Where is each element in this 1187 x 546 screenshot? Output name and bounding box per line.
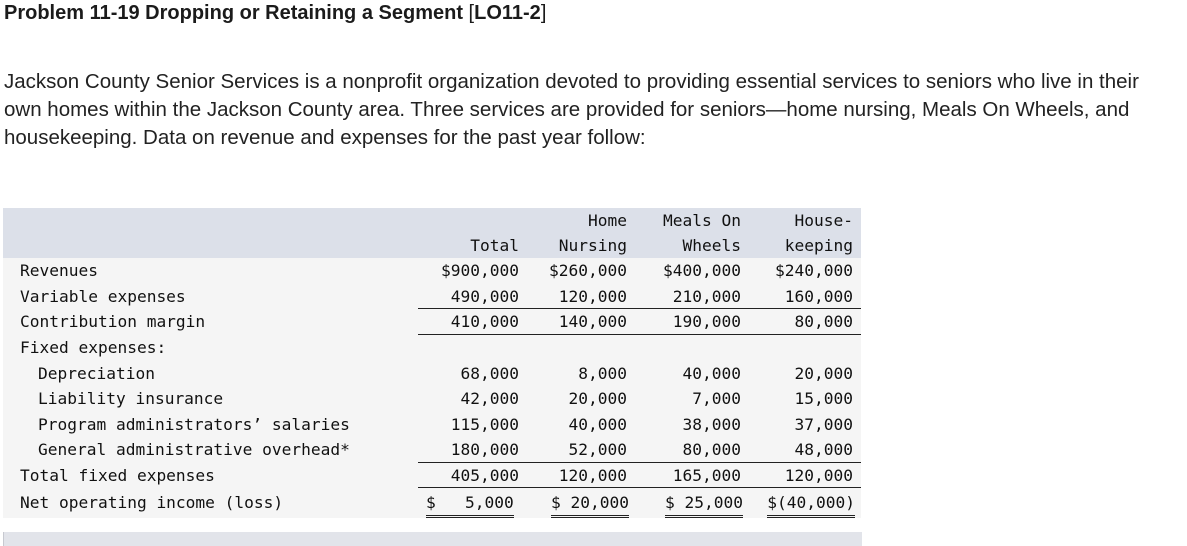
- value-cell: $240,000: [749, 258, 861, 284]
- value-cell: 210,000: [635, 284, 749, 310]
- table-row: [3, 284, 861, 310]
- table-header-row: [3, 208, 861, 233]
- row-label: Total fixed expenses: [3, 463, 418, 489]
- net-operating-income-row: [3, 488, 861, 518]
- value-cell: [527, 488, 635, 518]
- value-cell: [749, 488, 861, 518]
- value-cell: 8,000: [527, 360, 635, 386]
- value-cell: 160,000: [749, 284, 861, 310]
- value-cell: [418, 335, 527, 361]
- table-row: [3, 437, 861, 463]
- row-label: Variable expenses: [3, 284, 418, 310]
- value-text: $ 5,000: [426, 491, 514, 518]
- header-cell: [3, 233, 418, 258]
- header-cell: keeping: [749, 233, 861, 258]
- table-row: [3, 463, 861, 489]
- table-footer-bar: [3, 532, 862, 546]
- value-cell: 120,000: [527, 284, 635, 310]
- value-cell: [635, 335, 749, 361]
- value-cell: 7,000: [635, 386, 749, 412]
- value-cell: 120,000: [527, 463, 635, 489]
- table-bottom-gap: [3, 520, 861, 532]
- value-cell: 20,000: [749, 360, 861, 386]
- problem-intro-text: Jackson County Senior Services is a nonprofit organization devoted to providing essential services to seniors who live in their own homes within the Jackson County area. Three services are provided for seniors—home nursing, Meals On Wheels, and housekeeping. Data on revenue and expenses for the past year follow:: [4, 70, 1139, 149]
- value-cell: 48,000: [749, 437, 861, 463]
- value-cell: 405,000: [418, 463, 527, 489]
- value-cell: $400,000: [635, 258, 749, 284]
- row-label: Fixed expenses:: [3, 335, 418, 361]
- value-cell: 490,000: [418, 284, 527, 310]
- table-header-row: [3, 233, 861, 258]
- problem-title-text: Problem 11-19 Dropping or Retaining a Segment: [4, 2, 463, 24]
- value-cell: 20,000: [527, 386, 635, 412]
- value-cell: 40,000: [527, 412, 635, 438]
- table-row: [3, 386, 861, 412]
- header-cell: [3, 208, 418, 233]
- value-cell: [635, 488, 749, 518]
- value-cell: 68,000: [418, 360, 527, 386]
- value-cell: 40,000: [635, 360, 749, 386]
- value-cell: 120,000: [749, 463, 861, 489]
- value-cell: 410,000: [418, 309, 527, 335]
- value-cell: $260,000: [527, 258, 635, 284]
- table-row: [3, 309, 861, 335]
- value-cell: 15,000: [749, 386, 861, 412]
- value-cell: [527, 335, 635, 361]
- value-cell: 80,000: [635, 437, 749, 463]
- table-row: [3, 360, 861, 386]
- row-label: Revenues: [3, 258, 418, 284]
- value-cell: 165,000: [635, 463, 749, 489]
- header-cell: Wheels: [635, 233, 749, 258]
- value-cell: 38,000: [635, 412, 749, 438]
- table-row: [3, 335, 861, 361]
- table-row: [3, 258, 861, 284]
- value-cell: $900,000: [418, 258, 527, 284]
- value-cell: 42,000: [418, 386, 527, 412]
- value-cell: 52,000: [527, 437, 635, 463]
- segment-income-statement-table: [3, 208, 861, 518]
- learning-objective-code: LO11-2: [474, 2, 541, 24]
- row-label: Net operating income (loss): [3, 488, 418, 518]
- objective-open-bracket: [: [462, 2, 475, 24]
- value-text: $ 25,000: [665, 491, 743, 518]
- value-text: $(40,000): [767, 491, 855, 518]
- table-row: [3, 412, 861, 438]
- objective-close-bracket: ]: [540, 2, 547, 24]
- row-label: Contribution margin: [3, 309, 418, 335]
- header-cell: Home: [527, 208, 635, 233]
- value-cell: 80,000: [749, 309, 861, 335]
- value-cell: 190,000: [635, 309, 749, 335]
- value-cell: 140,000: [527, 309, 635, 335]
- value-cell: 115,000: [418, 412, 527, 438]
- value-cell: [749, 335, 861, 361]
- header-cell: Meals On: [635, 208, 749, 233]
- row-label: General administrative overhead*: [3, 437, 418, 463]
- problem-title: [4, 2, 546, 25]
- value-cell: 180,000: [418, 437, 527, 463]
- value-text: $ 20,000: [551, 491, 629, 518]
- row-label: Depreciation: [3, 360, 418, 386]
- value-cell: 37,000: [749, 412, 861, 438]
- value-cell: [418, 488, 527, 518]
- row-label: Program administrators’ salaries: [3, 412, 418, 438]
- header-cell: Total: [418, 233, 527, 258]
- header-cell: Nursing: [527, 233, 635, 258]
- header-cell: [418, 208, 527, 233]
- row-label: Liability insurance: [3, 386, 418, 412]
- header-cell: House-: [749, 208, 861, 233]
